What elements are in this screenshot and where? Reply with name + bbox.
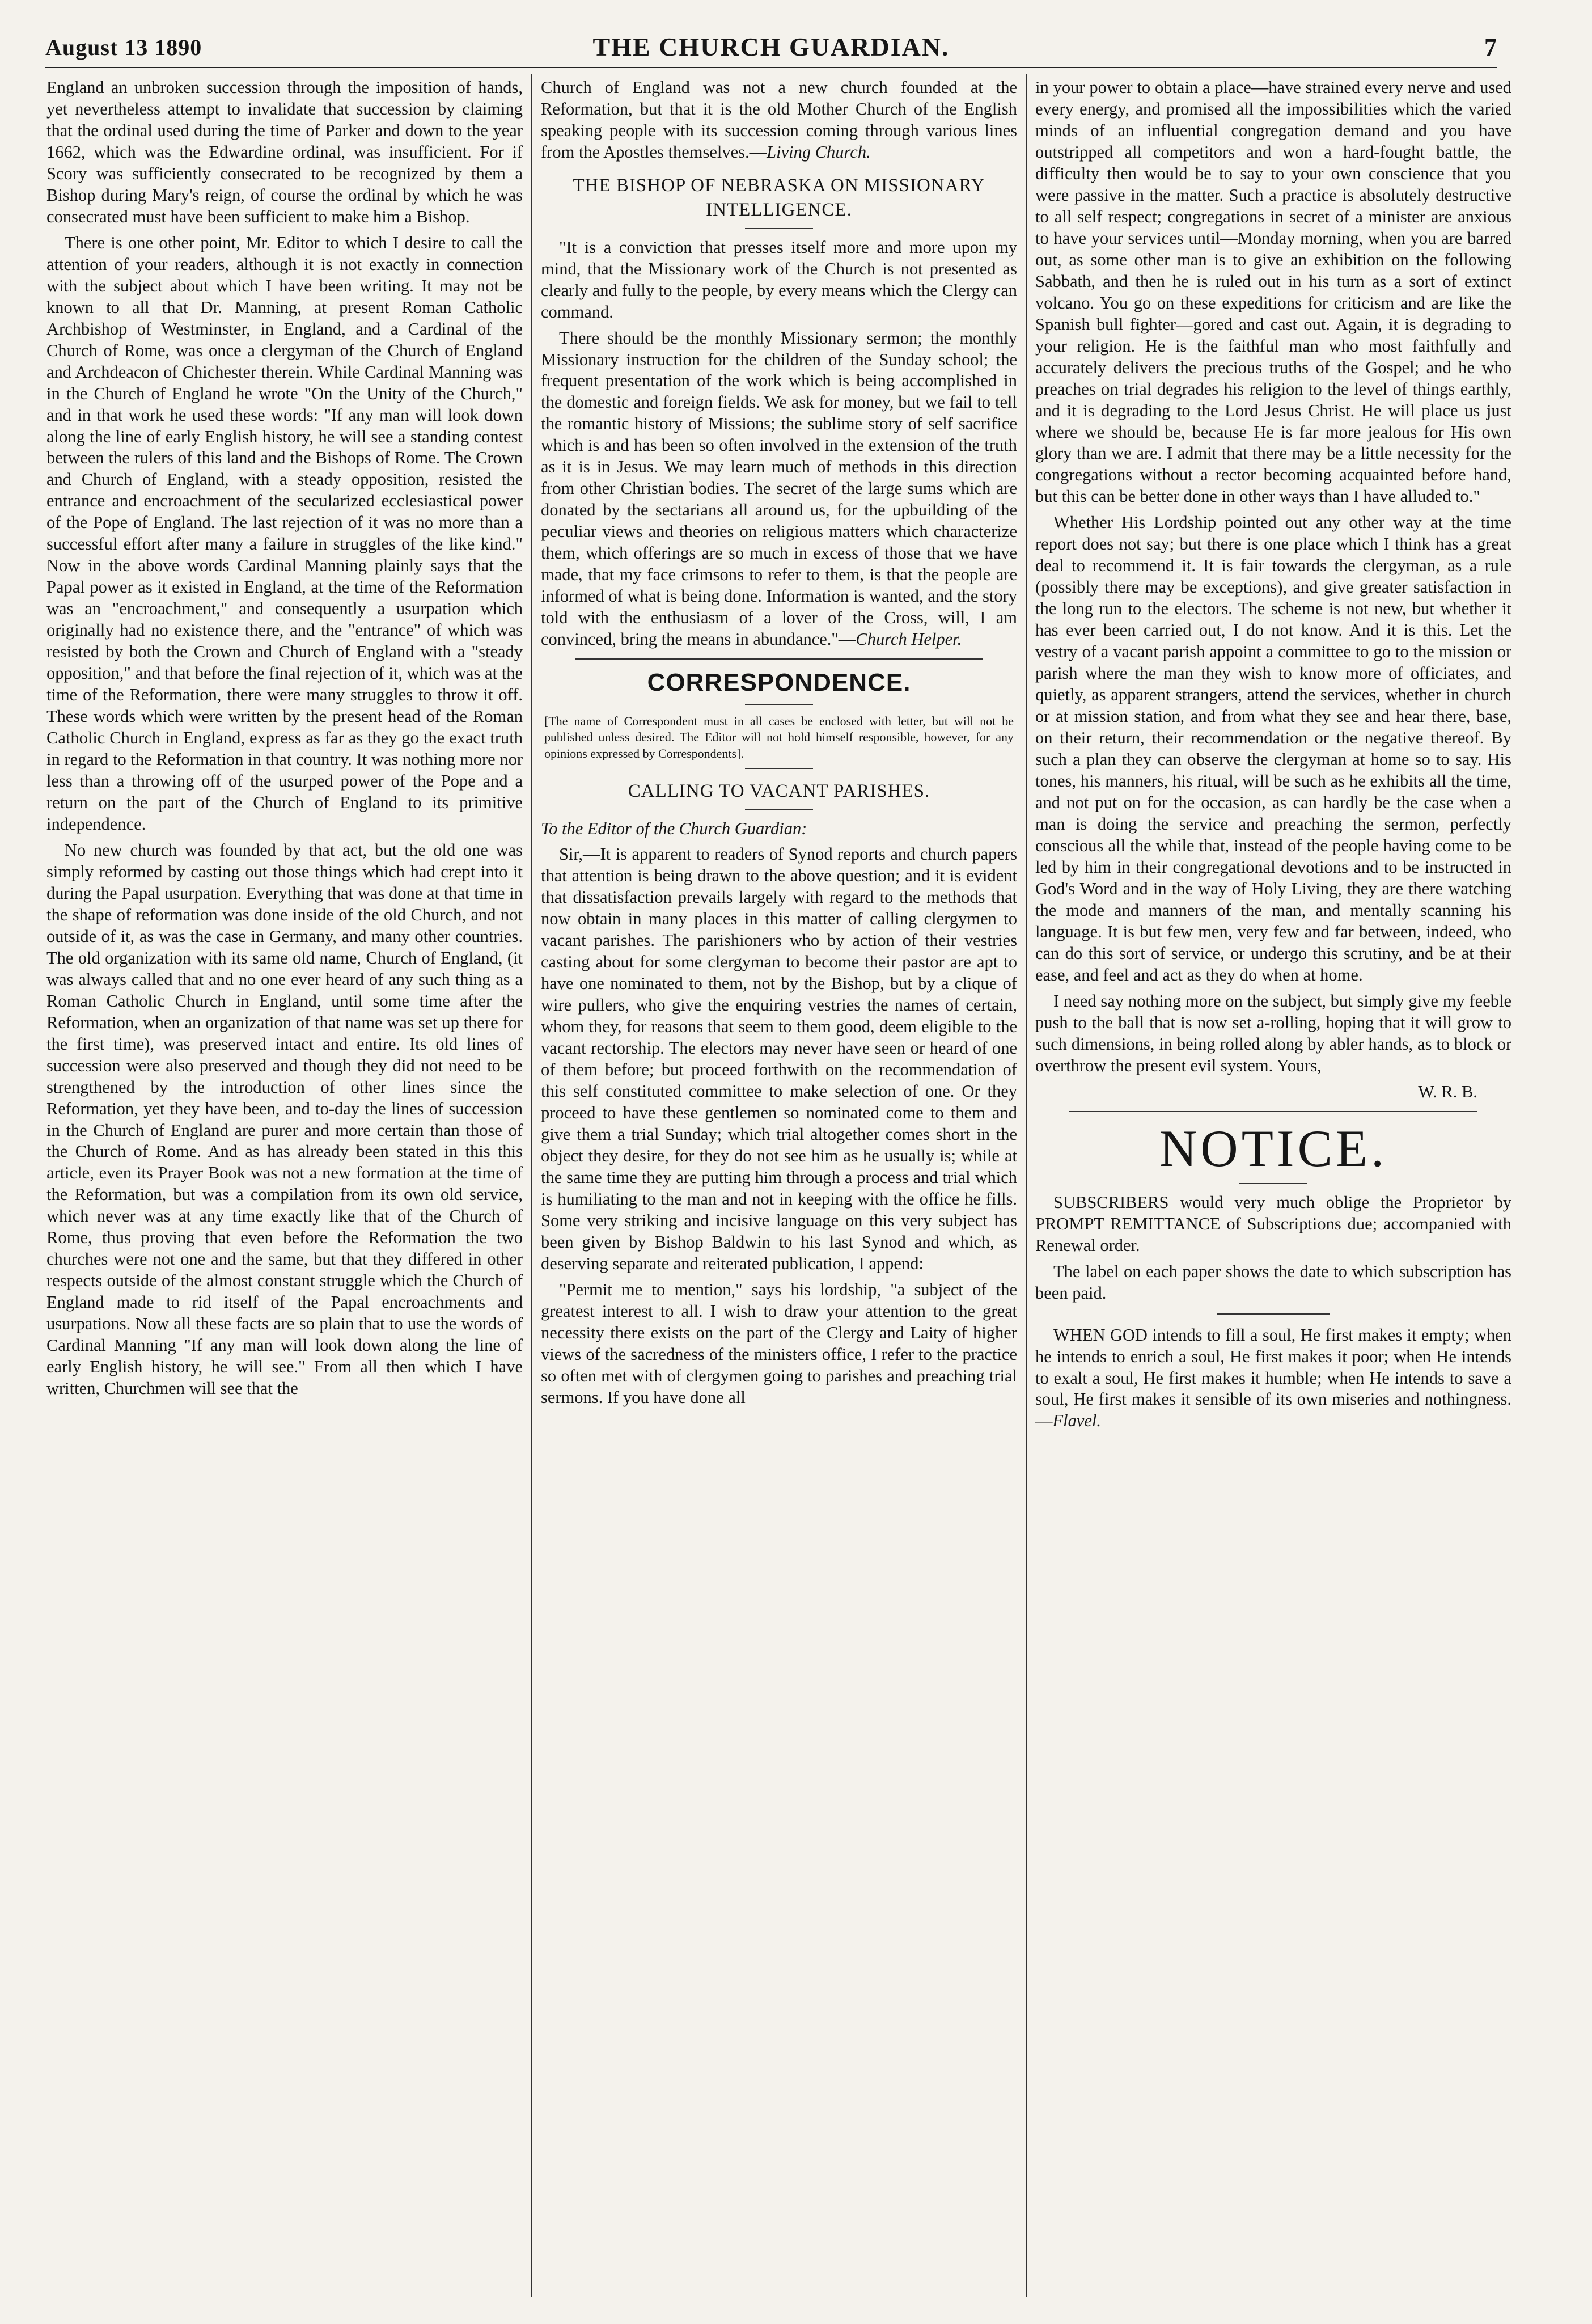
article-paragraph: Sir,—It is apparent to readers of Synod reports and church papers that attention is being drawn to the above question; and it is evident that dissatisfaction prevails largely with regard to the methods that now obtain in many places in this matter of calling clergymen to vacant parishes. The parishioners who by action of their vestries casting about for some clergyman to become their pastor are apt to have one nominated to them, not by the Bishop, but by a clique of wire pullers, who give the enquiring vestries the names of certain, whom they, for reasons that seem to them good, deem eligible to the vacant rectorship. The electors may never have seen or heard of one of them before; but proceed forthwith on the recommendation of this self constituted committee to make selection of one. Or they proceed to have these gentlemen so nominated come to them and give them a trial Sunday; which trial altogether comes short in the object they desire, for they do not see him as he usually is; while at the same time they are putting him through a process and trial which is humiliating to the man and not in keeping with the office he fills. Some very striking and incisive language on this very subject has been given by Bishop Baldwin to his last Synod and which, as deserving separate and reiterated publication, I append: [541, 844, 1017, 1273]
section-heading-correspondence: CORRESPONDENCE. [647, 669, 911, 697]
page-number: 7 [1484, 33, 1497, 61]
article-paragraph [541, 328, 1017, 651]
section-rule [1217, 1313, 1330, 1315]
article-heading: THE BISHOP OF NEBRASKA ON MISSIONARY INTELLIGENCE. [573, 175, 985, 220]
issue-date: August 13 1890 [45, 35, 202, 60]
column-left [46, 77, 523, 2300]
heading-rule [745, 809, 813, 810]
source-credit: Church Helper. [856, 629, 962, 649]
section-rule [575, 658, 983, 660]
letter-salutation: To the Editor of the Church Guardian: [541, 818, 807, 838]
notice-paragraph: SUBSCRIBERS would very much oblige the Proprietor by PROMPT REMITTANCE of Subscriptions due; accompanied with Renewal order. [1035, 1192, 1511, 1255]
column-divider [1026, 74, 1027, 2297]
paragraph-text: Church of England was not a new church founded at the Reformation, but that it is the old Mother Church of the English speaking people with its succession coming through various lines from the Apostles themselves.— [541, 78, 1017, 162]
column-right [1035, 77, 1511, 2300]
heading-rule [745, 768, 813, 769]
heading-rule [745, 704, 813, 705]
quote-source: Flavel. [1052, 1411, 1102, 1431]
section-rule [1069, 1111, 1477, 1112]
article-paragraph: in your power to obtain a place—have strained every nerve and used every energy, and promised all the impossibilities which the varied minds of an influential congregation demand and you have outstripped all competitors and won a hard-fought battle, the difficulty then would be to say to your own conscience that you were passive in the matter. Such a practice is absolutely destructive to all self respect; congregations in secret of a minister are anxious to have your services until—Monday morning, when you are barred out, as some other man is to give an exhibition on the following Sabbath, and then he is ruled out in his turn as a sort of extinct volcano. You go on these expeditions for criticism and are like the Spanish bull fighter—gored and cast out. Again, it is degrading to your religion. He is the faithful man who most faithfully and accurately delivers the precious truths of the Gospel; and he who preaches on trial degrades his religion to the level of things earthly, and it is degrading to the Lord Jesus Christ. He will place us just where we should be, because He is far more jealous for His own glory than we are. I admit that there may be a little necessity for the congregations without a rector becoming acquainted before hand, but this can be better done in other ways than I have alluded to." [1035, 78, 1511, 506]
heading-rule [1239, 1183, 1307, 1184]
article-paragraph: No new church was founded by that act, but the old one was simply reformed by casting out those things which had crept into it during the Papal usurpation. Everything that was done at that time in the shape of reformation was done inside of the old Church, and not outside of it, as was the case in Germany, and many other countries. The old organization with its same old name, Church of England, (it was always called that and no one ever heard of any such thing as a Roman Catholic Church in England, until some time after the Reformation, when an organization of that name was set up there for the first time), was preserved intact and entire. Its old lines of succession were also preserved and though they did not need to be strengthened by the introduction of other lines since the Reformation, yet they have been, and to-day the lines of succession in the Church of England are purer and more certain than those of the Church of Rome. And as has already been stated in this this article, even its Prayer Book was not a new formation at the time of the Reformation, but was a compilation from its own old service, which never was at any time exactly like that of the Church of Rome, thus proving that even before the Reformation the two churches were not one and the same, but that they differed in other respects outside of the almost constant struggle which the Church of England made to rid itself of the Papal encroachments and usurpations. Now all these facts are so plain that to use the words of Cardinal Manning "If any man will look down along the line of early English history, he will see." From all then which I have written, Churchmen will see that the [46, 840, 523, 1398]
article-paragraph: I need say nothing more on the subject, but simply give my feeble push to the ball that is now set a-rolling, hoping that it will grow to such dimensions, in being rolled along by abler hands, as to block or overthrow the present evil system. Yours, [1035, 991, 1511, 1075]
article-paragraph: Whether His Lordship pointed out any other way at the time report does not say; but there is one place which I think has a great deal to recommend it. It is fair towards the clergyman, as a rule (possibly there may be exceptions), and give greater satisfaction in the long run to the electors. The scheme is not new, but whether it has ever been carried out, I do not know. And it is this. Let the vestry of a vacant parish appoint a committee to go to the mission or parish where the man they wish to know more of officiates, and quietly, as apparent strangers, attend the services, whether in church or at mission station, and from what they see and hear there, base, on their return, their recommendation or the negative thereof. By such a plan they can observe the clergyman at home so to say. His tones, his manners, his ritual, will be such as he exhibits all the time, and not put on for the occasion, as can hardly be the case when a man is doing the service and preaching the sermon, perfectly conscious all the while that, instead of the people having come to be led by him in their congregational devotions and to be instructed in God's Word and in the way of Holy Living, they are there watching the mode and manners of the man, and mentally scanning his language. It is but few men, very few and far between, indeed, who can do this sort of service, or undergo this scrutiny, and be at their ease, and feel and act as they do when at home. [1035, 513, 1511, 984]
notice-paragraph: The label on each paper shows the date to which subscription has been paid. [1035, 1261, 1511, 1303]
letter-signature: W. R. B. [1418, 1081, 1477, 1101]
column-divider [531, 74, 532, 2297]
article-paragraph: There is one other point, Mr. Editor to which I desire to call the attention of your readers, although it is not exactly in connection with the subject about which I have been writing. It may not be known to all that Dr. Manning, at present Roman Catholic Archbishop of Westminster, in England, and a Cardinal of the Church of Rome, was once a clergyman of the Church of England and Archdeacon of Chichester therein. While Cardinal Manning was in the Church of England he wrote "On the Unity of the Church," and in that work he used these words: "If any man will look down along the line of early English history, he will see a standing contest between the rulers of this land and the Bishops of Rome. The Crown and Church of England, with a steady opposition, resisted the entrance and encroachment of the secularized ecclesiastical power of the Pope of England. The last rejection of it was no more than a successful effort after many a failure in struggles of the like kind." Now in the above words Cardinal Manning plainly says that the Papal power as it existed in England, at the time of the Reformation was an "encroachment," and consequently a usurpation which originally had no existence there, and the "entrance" of which was resisted by both the Crown and Church of England with a "steady opposition," and that before the final rejection of it, which was at the time of the Reformation, there were many struggles to throw it off. These words which were written by the present head of the Roman Catholic Church in England, express as far as they go the exact truth in regard to the Reformation in that country. It was nothing more nor less than a throwing off of the usurped power of the Pope and a return on the part of the Church of England to its primitive independence. [46, 233, 523, 834]
article-paragraph [541, 77, 1017, 163]
heading-rule [745, 228, 813, 229]
notice-heading: NOTICE. [1159, 1119, 1388, 1177]
article-paragraph: "Permit me to mention," says his lordship, "a subject of the greatest interest to all. I wish to draw your attention to the great necessity there exists on the part of the Clergy and Laity of higher views of the sacredness of the ministers office, I refer to the practice so often met with of clergymen going to parishes and preaching trial sermons. If you have done all [541, 1279, 1017, 1407]
page-header [45, 29, 1497, 64]
source-credit: Living Church. [767, 142, 871, 162]
column-middle [541, 77, 1017, 2300]
newspaper-title: THE CHURCH GUARDIAN. [592, 32, 950, 61]
article-heading: CALLING TO VACANT PARISHES. [628, 780, 930, 801]
quote-text: WHEN GOD intends to fill a soul, He first makes it empty; when he intends to enrich a soul, He first makes it poor; when He intends to exalt a soul, He first makes it humble; when He intends to save a soul, He first makes it sensible of its own miseries and nothingness.— [1035, 1325, 1511, 1431]
article-paragraph: England an unbroken succession through the imposition of hands, yet nevertheless attempt to invalidate that succession by claiming that the ordinal used during the time of Parker and down to the year 1662, which was the Edwardine ordinal, was insufficient. For if Scory was sufficiently consecrated to be recognized by them a Bishop during Mary's reign, of course the ordinal by which he was consecrated must have been sufficient to make him a Bishop. [46, 78, 523, 226]
paragraph-text: There should be the monthly Missionary sermon; the monthly Missionary instruction for the children of the Sunday school; the frequent presentation of the work which is being accomplished in the domestic and foreign fields. We ask for money, but we fail to tell the romantic history of Missions; the sublime story of self sacrifice which is and has been so often involved in the extension of the truth as it is in Jesus. We may learn much of methods in this direction from other Christian bodies. The secret of the large sums which are donated by the sectarians all around us, for the upbuilding of the peculiar views and theories on religious matters which characterize them, which offerings are so much in excess of those that we have made, that my face crimsons to refer to them, is that the people are informed of what is being done. Information is wanted, and the story told with the enthusiasm of a lover of the Cross, will, I am convinced, bring the means in abundance."— [541, 328, 1017, 649]
editor-note: [The name of Correspondent must in all cases be enclosed with letter, but will not be published unless desired. The Editor will not hold himself responsible, however, for any opinions expressed by Correspondents]. [544, 713, 1014, 761]
quote-paragraph [1035, 1325, 1511, 1433]
article-paragraph: "It is a conviction that presses itself more and more upon my mind, that the Missionary work of the Church is not presented as clearly and fully to the people, by every means which the Clergy can command. [541, 237, 1017, 322]
header-rule [45, 66, 1497, 68]
